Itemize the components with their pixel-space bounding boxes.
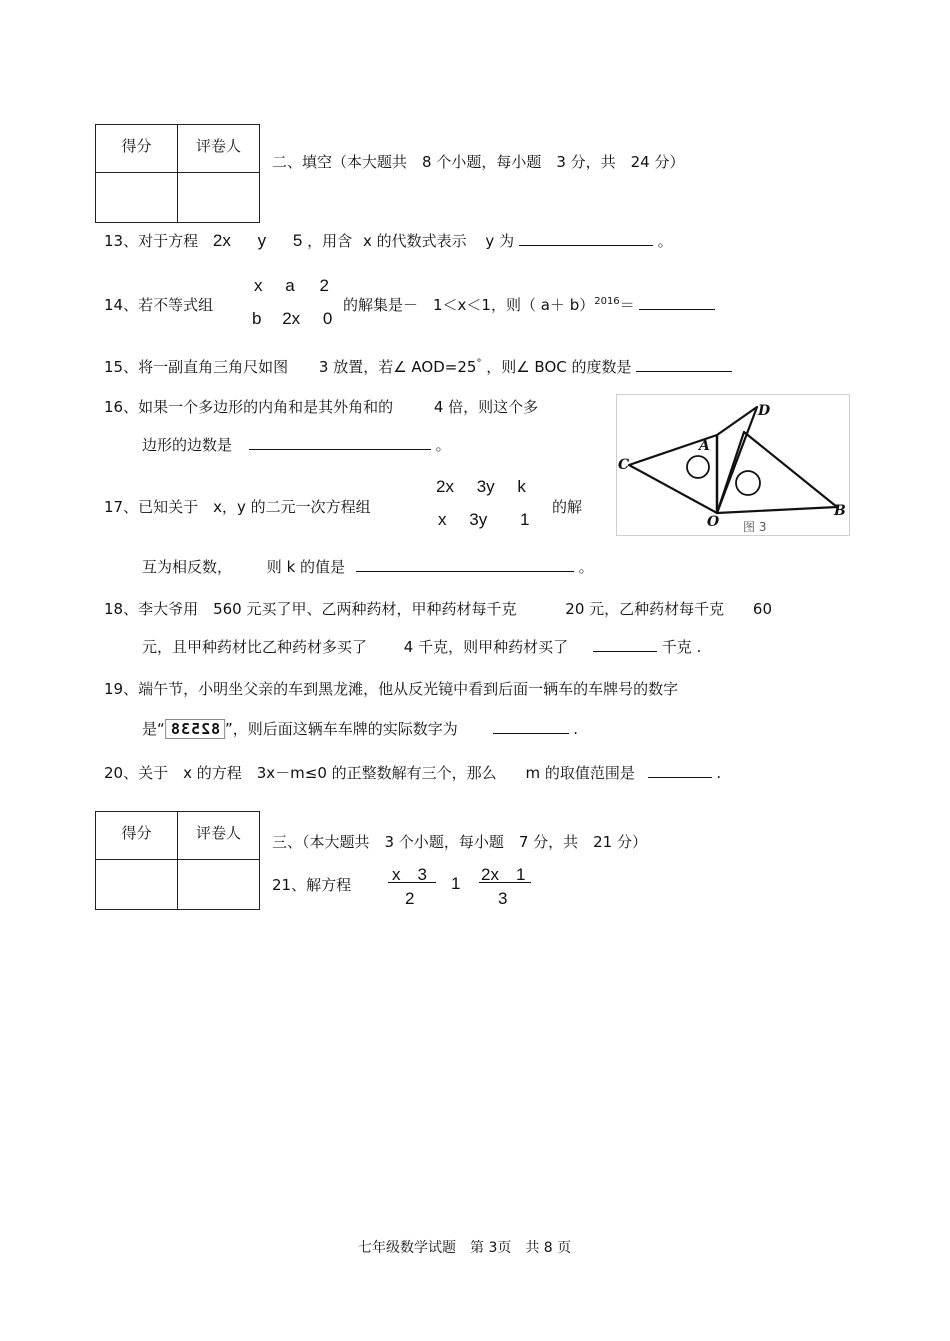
q21-frac2-denominator: 3 [498, 889, 508, 908]
q13-end: 。 [657, 232, 673, 250]
q14-r1-a: a [285, 276, 295, 295]
grader-cell[interactable] [178, 860, 260, 910]
q19-line1: 19、端午节，小明坐父亲的车到黑龙滩，他从反光镜中看到后面一辆车的车牌号的数字 [104, 680, 679, 698]
q17-r2-x: x [438, 510, 447, 529]
q18-line2-b: 4 千克，则甲种药材买了 [403, 638, 569, 656]
label-b: B [834, 503, 846, 519]
q14-row2 [252, 309, 332, 329]
q17-r1-3y: 3y [476, 477, 495, 496]
question-13 [104, 230, 673, 251]
q21-frac2-bar [479, 882, 531, 883]
q17-suffix: 的解 [552, 498, 583, 516]
q20-text-b: m 的取值范围是 [525, 764, 635, 782]
q20-answer-blank[interactable] [648, 763, 712, 778]
q17-answer-blank[interactable] [356, 557, 574, 572]
q13-text-b: 的代数式表示 [376, 232, 467, 250]
q17-prefix: 17、已知关于 x，y 的二元一次方程组 [104, 498, 371, 516]
q17-line2-b: 则 k 的值是 [266, 558, 346, 576]
q20-end: . [716, 764, 722, 782]
q18-line2-c: 千克 . [661, 638, 702, 656]
q15-text-b: 放置，若∠ AOD=25 [333, 358, 477, 376]
grader-label: 评卷人 [178, 812, 260, 860]
label-o: O [707, 514, 720, 530]
q21-frac1-bar [388, 882, 436, 883]
q21-frac2-numerator: 2x 1 [481, 865, 526, 884]
q13-term-2x: 2x [212, 231, 231, 250]
q16-times: 4 倍，则这个多 [433, 398, 539, 416]
triangle-rulers-diagram [617, 395, 849, 535]
q13-term-y: y [257, 231, 267, 250]
figure-caption: 图 3 [743, 520, 767, 534]
q19-line2-b: ”，则后面这辆车车牌的实际数字为 [224, 720, 458, 738]
score-cell[interactable] [96, 173, 178, 223]
q14-r2-2x: 2x [282, 309, 301, 328]
question-20 [104, 762, 721, 783]
q21-frac1-numerator: x 3 [392, 865, 427, 884]
q14-r1-2: 2 [319, 276, 329, 295]
q21-frac1-denominator: 2 [405, 889, 415, 908]
q19-line2-a: 是“ [142, 720, 165, 738]
q16-end: 。 [435, 436, 451, 454]
label-a: A [699, 438, 710, 454]
score-box-section3 [95, 811, 260, 910]
q17-r1-k: k [517, 477, 526, 496]
q15-degree: ° [476, 358, 482, 369]
grader-label: 评卷人 [178, 125, 260, 173]
q13-y: y [485, 232, 495, 250]
q14-r1-x: x [254, 276, 263, 295]
section2-header: 二、填空（本大题共 8 个小题，每小题 3 分，共 24 分） [272, 153, 685, 171]
triangle-right [717, 432, 837, 513]
figure-3 [616, 394, 850, 536]
question-18-line2 [142, 636, 701, 657]
q15-text-c: ，则∠ BOC 的度数是 [486, 358, 632, 376]
q15-num: 3 [318, 358, 329, 376]
q15-text-a: 15、将一副直角三角尺如图 [104, 358, 289, 376]
q21-middle: 1 [451, 874, 461, 893]
q13-answer-blank[interactable] [519, 231, 653, 246]
label-d: D [758, 403, 771, 419]
q14-suffix: 的解集是－ 1＜x＜1，则（ a＋ b） [343, 296, 595, 314]
mirrored-plate: 82538 [165, 719, 225, 739]
question-19-line2 [142, 718, 578, 739]
q17-row2 [438, 510, 529, 530]
q14-r2-0: 0 [322, 309, 333, 328]
question-16-line1 [104, 396, 538, 417]
q15-answer-blank[interactable] [636, 357, 732, 372]
page-footer: 七年级数学试题 第 3页 共 8 页 [358, 1240, 572, 1256]
label-c: C [618, 457, 630, 473]
grader-cell[interactable] [178, 173, 260, 223]
q21-prefix: 21、解方程 [272, 876, 352, 894]
q17-end: 。 [578, 558, 594, 576]
q14-answer-blank[interactable] [639, 295, 715, 310]
q18-line2-a: 元，且甲种药材比乙种药材多买了 [142, 638, 368, 656]
question-16-line2 [142, 434, 451, 455]
q18-line1-c: 60 [752, 600, 773, 618]
q14-r2-b: b [252, 309, 262, 328]
q14-prefix: 14、若不等式组 [104, 296, 214, 314]
question-15 [104, 356, 732, 377]
q13-term-5: 5 [292, 231, 303, 250]
q18-line1-a: 18、李大爷用 560 元买了甲、乙两种药材，甲种药材每千克 [104, 600, 517, 618]
q16-line2: 边形的边数是 [142, 436, 233, 454]
q14-row1 [254, 276, 329, 296]
q19-answer-blank[interactable] [493, 719, 569, 734]
q17-r2-1: 1 [519, 510, 530, 529]
q18-line1-b: 20 元，乙种药材每千克 [565, 600, 725, 618]
q14-exponent: 2016 [594, 296, 620, 307]
score-label: 得分 [96, 125, 178, 173]
q14-eq: ＝ [619, 296, 635, 314]
question-17-line2 [142, 556, 594, 577]
circle-left [687, 456, 709, 478]
q14-rest [343, 294, 715, 315]
q16-answer-blank[interactable] [249, 435, 431, 450]
question-18-line1 [104, 598, 772, 619]
q20-text: 20、关于 x 的方程 3x－m≤0 的正整数解有三个，那么 [104, 764, 497, 782]
q16-line1: 16、如果一个多边形的内角和是其外角和的 [104, 398, 394, 416]
score-cell[interactable] [96, 860, 178, 910]
score-label: 得分 [96, 812, 178, 860]
q13-text-a: ，用含 [307, 232, 353, 250]
q13-text-c: 为 [499, 232, 515, 250]
q13-prefix: 13、对于方程 [104, 232, 199, 250]
q13-x: x [362, 232, 372, 250]
q17-r2-3y: 3y [469, 510, 488, 529]
q17-row1 [436, 477, 526, 497]
score-box-section2 [95, 124, 260, 223]
q17-r1-2x: 2x [436, 477, 454, 496]
circle-right [736, 471, 760, 495]
q19-end: . [573, 720, 579, 738]
q17-line2-a: 互为相反数， [142, 558, 233, 576]
section3-header: 三、（本大题共 3 个小题，每小题 7 分，共 21 分） [272, 833, 647, 851]
q18-answer-blank[interactable] [593, 637, 657, 652]
